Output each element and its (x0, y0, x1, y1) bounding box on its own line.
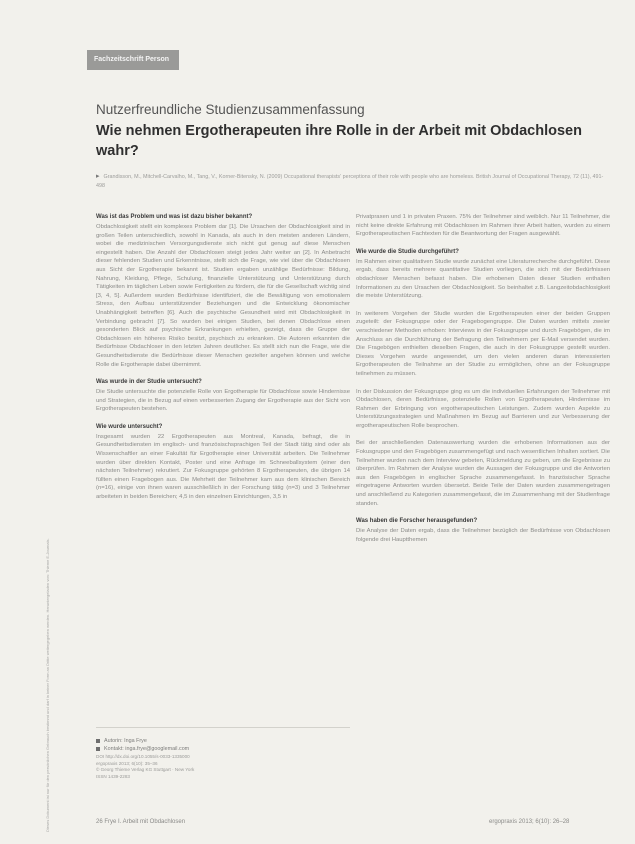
author-box (96, 727, 350, 824)
section-heading: Was ist das Problem und was ist dazu bisher bekannt? (96, 214, 253, 220)
footer-right: ergopraxis 2013; 6(10): 26–28 (489, 819, 570, 825)
article-title: Wie nehmen Ergotherapeuten ihre Rolle in der Arbeit mit Obdachlosen wahr? (96, 123, 582, 159)
left-column (96, 213, 350, 511)
section-heading: Was haben die Forscher herausgefunden? (356, 518, 478, 525)
contact-line (96, 745, 350, 753)
footer-left: 26 Frye I. Arbeit mit Obdachlosen (96, 819, 186, 825)
section-paragraph: Die Analyse der Daten ergab, dass die Teilnehmer bezüglich der Bedürfnisse von Obdachlosen folgende drei Hauptthemen (356, 528, 610, 543)
section (96, 423, 350, 502)
section-paragraph: Obdachlosigkeit stellt ein komplexes Problem dar [1]. Die Ursachen der Obdachlosigkeit sind in großen Teilen unterschiedlich, sowohl in Kanada, als auch in den meisten anderen Ländern, wobei die medizinischen Versorgungsdienste sich nicht gut genug auf diese Menschen eingestellt haben. Die Anzahl der Obdachlosen steigt jedes Jahr weiter an [2]. In Anbetracht dieser fehlenden Studien und Erkenntnisse, stellt sich die Frage, wie viel über die Obdachlosen aus Sicht der Ergotherapie bekannt ist. Studien ergaben unzählige Bedürfnisse: Bildung, Nahrung, Kleidung, Pflege, Schulung, finanzielle Unterstützung und Unterstützung durch Tätigkeiten im täglichen Leben sowie Fertigkeiten zu fördern, die für die Gesellschaft wichtig sind [3, 4, 5]. Außerdem wurden Bedürfnisse identifiziert, die die Bewältigung von emotionalem Stress, den Aufbau unterstützender Beziehungen und die Entwicklung ökonomischer Unabhängigkeit betreffen [6]. Auch die psychische Gesundheit wird mit Obdachlosigkeit in Verbindung gebracht [7]. So wurden bei einigen Studien, bei denen Obdachlose einen gesonderten Blick auf psychische Erkrankungen erhielten, gezeigt, dass die Gruppe der Obdachlosen ein höheres Risiko besitzt, psychisch zu erkranken. Die Autoren erkannten die Bedürfnisse Obdachloser in den letzten Jahren deutlicher. Es stellt sich nun die Frage, wie die Gesundheitsdienste die Bedürfnisse dieser Menschen gezielter angehen können und welche Rolle die Ergotherapie dabei übernimmt. (96, 224, 350, 368)
section-paragraph: Insgesamt wurden 22 Ergotherapeuten aus Montreal, Kanada, befragt, die in Gesundheitsdiensten im englisch- und französischsprachigen Teil der Stadt tätig sind oder als Wissenschaftler an einer Fakultät für Ergotherapie einer Universität arbeiten. Die Teilnehmer wurden über direkten Kontakt, Poster und eine Anfrage im Schneeballsystem (einer den nächsten Teilnehmer) rekrutiert. Zur Fokusgruppe gehörten 8 Ergotherapeuten, die übrigen 14 füllten einen Fragebogen aus. Die Mehrheit der Teilnehmer kam aus dem klinischen Bereich (n=16), einige von ihnen waren ausschließlich in der Forschung tätig (n=3) und 3 Teilnehmer arbeiteten in beiden Bereichen; 4,5 in den einzelnen Einrichtungen, 3,5 in (96, 433, 350, 501)
citation (96, 172, 606, 191)
section (356, 517, 610, 544)
journal-line: ergopraxis 2013; 6(10): 35–36 (96, 760, 158, 766)
section (356, 213, 610, 239)
author-line (96, 737, 350, 745)
square-bullet-icon (96, 747, 100, 751)
doi-line[interactable]: DOI http://dx.doi.org/10.1055/s-0033-1335000 (96, 754, 190, 759)
author-name: Autorin: Inga Frye (104, 738, 147, 744)
square-bullet-icon (96, 739, 100, 743)
section-heading: Was wurde in der Studie untersucht? (96, 379, 202, 386)
section (96, 378, 350, 414)
citation-text: Grandisson, M., Mitchell-Carvalho, M., Tang, V., Korner-Bitensky, N. (2009) Occupational therapists’ perceptions of their role with people who are homeless. British Journal of Occupational Therapy, 72 (11), 491-498 (96, 174, 604, 189)
section-paragraph: Bei der anschließenden Datenauswertung wurden die erhobenen Informationen aus der Fokusgruppe und den Fragebögen zusammengefügt und nach wesentlichen Inhalten sortiert. Die Teilnehmer wurden nach dem Interview gebeten, Rückmeldung zu geben, um die Ergebnisse zu überprüfen. Im Rahmen der Analyse wurden die Aussagen der Fokusgruppe und die Antworten aus den Fragebögen in englischer Sprache zusammengefasst. In französischer Sprache eingetragene Antworten wurden übersetzt. Beide Teile der Daten wurden zusammengetragen und anschließend zu Kategorien zusammengefasst, die im Zusammenhang mit der Studienfrage standen. (356, 440, 610, 507)
section (356, 248, 610, 508)
section-paragraph: Die Studie untersuchte die potenzielle Rolle von Ergotherapie für Obdachlose sowie Hindernisse und Strategien, die in Bezug auf einen verbesserten Zugang der Ergotherapie aus der Sicht von Ergotherapeuten bestehen. (96, 389, 350, 413)
contact-email[interactable]: Kontakt: inga.frye@googlemail.com (104, 746, 190, 752)
publication-info (96, 754, 350, 780)
section (96, 213, 350, 369)
arrow-right-icon: ▸ (96, 173, 100, 180)
issn-line: ISSN 1439-2283 (96, 773, 130, 779)
right-column (356, 213, 610, 553)
section-paragraph: In weiterem Vorgehen der Studie wurden die Ergotherapeuten einer der beiden Gruppen zugeteilt: der Fokusgruppe oder der Fragebogengruppe. Die Daten wurden mittels zweier verschiedener Methoden erhoben: Interviews in der Fokusgruppe und durch Fragebögen, die im Anschluss an die Durchführung der Befragung den Teilnehmern per E-Mail versendet wurden. Die Fragebögen enthielten dieselben Fragen, die auch in der Fokusgruppe gestellt wurden. Dieses Vorgehen wurde angewendet, um den vielen anderen daran interessierten Ergotherapeuten die Teilnahme an der Studie zu ermöglichen, ohne an der Fokusgruppe teilnehmen zu müssen. (356, 310, 610, 377)
section-heading: Wie wurde die Studie durchgeführt? (356, 248, 459, 255)
article-kicker: Nutzerfreundliche Studienzusammenfassung (96, 102, 365, 117)
section-paragraph: In der Diskussion der Fokusgruppe ging es um die individuellen Erfahrungen der Teilnehmer mit Obdachlosen, deren Bedürfnisse, potenzielle Rollen von Ergotherapeuten, Hindernisse im Rahmen der Erbringung von ergotherapeutischen Leistungen. Zudem wurden Aspekte zu Unterstützungsstrategien und Maßnahmen im Bezug auf Barrieren und zur Verbesserung der ergotherapeutischen Rolle besprochen. (356, 388, 610, 429)
section-paragraph: Im Rahmen einer qualitativen Studie wurde zunächst eine Literaturrecherche durchgeführt. Diese ergab, dass bereits mehrere quantitative Studien vorliegen, die sich mit der Bedürfnissen obdachloser Menschen befasst haben. Die erhobenen Daten dieser Studien enthalten Informationen zu den Ursachen der Obdachlosigkeit. So beinhaltet z.B. Langzeitobdachlosigkeit die meiste Unterstützung. (356, 258, 610, 300)
publisher-line: © Georg Thieme Verlag KG Stuttgart · New York (96, 767, 195, 773)
section-heading: Wie wurde untersucht? (96, 423, 163, 430)
section-paragraph: Privatpraxen und 1 in privaten Praxen. 75% der Teilnehmer sind weiblich. Nur 11 Teilnehmer, die nicht keine direkte Erfahrung mit Obdachlosen im Rahmen ihrer Arbeit hatten, wurden zu einem Ergotherapeutischen Fachtexten für die Beantwortung der Fragen ausgewählt. (356, 214, 610, 238)
side-copyright-note: Dieses Dokument ist nur für den persönlichen Gebrauch bestimmt und darf in keiner Form an Dritte weitergegeben werden. Heruntergeladen von: Thieme E-Journals. (45, 538, 50, 832)
section-label: Fachzeitschrift Person (87, 50, 179, 70)
